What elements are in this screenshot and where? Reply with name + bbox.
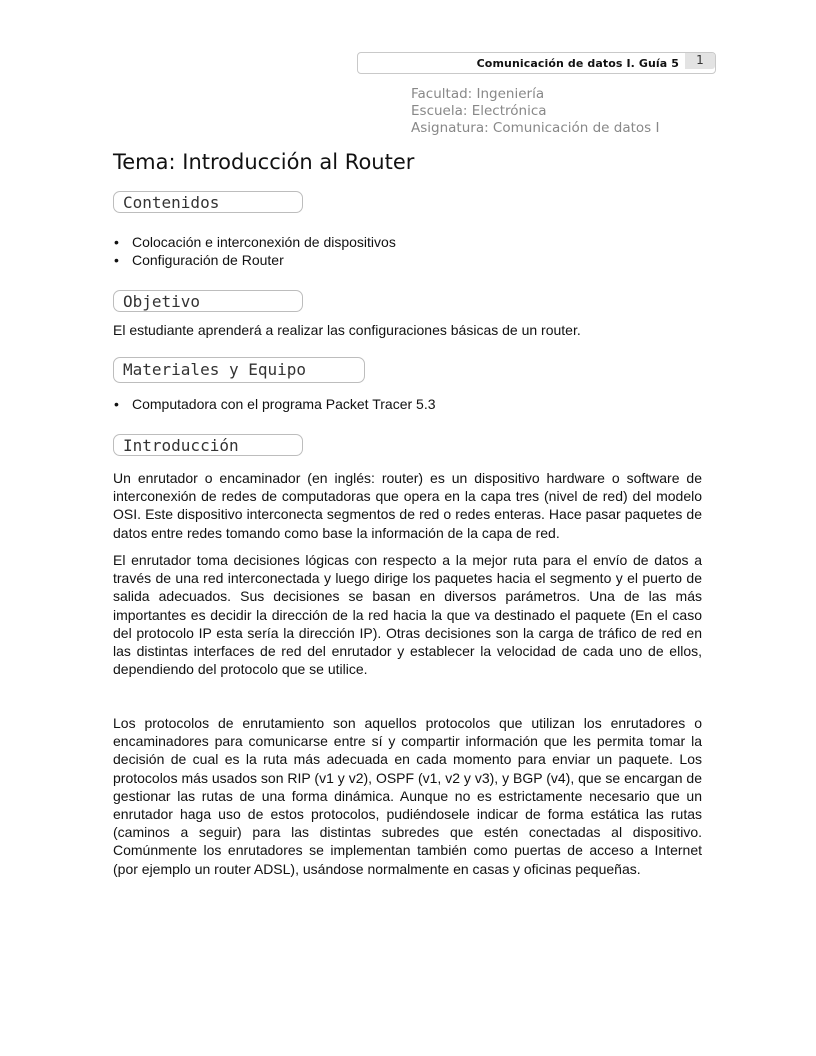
section-heading-materiales: Materiales y Equipo (113, 357, 365, 383)
list-item: • Configuración de Router (113, 251, 396, 269)
intro-paragraph-3: Los protocolos de enrutamiento son aquellos protocolos que utilizan los enrutadores o encaminadores para comunicarse entre sí y compartir información que les permita tomar la decisión de cual es la ruta más adecuada en cada momento para enviar un paquete. Los protocolos más usados son RIP (v1 y v2), OSPF (v1, v2 y v3), y BGP (v4), que se encargan de gestionar las rutas de una forma dinámica. Aunque no es estrictamente necesario que un enrutador haga uso de estos protocolos, pudiéndosele indicar de forma estática las rutas (caminos a seguir) para las distintas subredes que estén conectadas al dispositivo. Comúnmente los enrutadores se implementan también como puertas de acceso a Internet (por ejemplo un router ADSL), usándose normalmente en casas y oficinas pequeñas. (113, 715, 702, 877)
list-item: • Computadora con el programa Packet Tracer 5.3 (113, 395, 436, 413)
objetivo-text: El estudiante aprenderá a realizar las configuraciones básicas de un router. (113, 322, 581, 338)
list-item: • Colocación e interconexión de dispositivos (113, 233, 396, 251)
school-info (411, 86, 659, 135)
intro-paragraph-1: Un enrutador o encaminador (en inglés: router) es un dispositivo hardware o software de interconexión de redes de computadoras que opera en la capa tres (nivel de red) del modelo OSI. Este dispositivo interconecta segmentos de red o redes enteras. Hace pasar paquetes de datos entre redes tomando como base la información de la capa de red. (113, 470, 702, 541)
faculty-line: Facultad: Ingeniería (411, 86, 545, 102)
section-heading-introduccion: Introducción (113, 434, 303, 456)
page-title: Tema: Introducción al Router (113, 150, 415, 174)
school-line: Escuela: Electrónica (411, 103, 547, 119)
contenidos-list (113, 233, 396, 269)
header-title: Comunicación de datos I. Guía 5 (476, 57, 679, 70)
page-number: 1 (685, 53, 715, 69)
materiales-list (113, 395, 436, 413)
subject-line: Asignatura: Comunicación de datos I (411, 120, 660, 135)
section-heading-objetivo: Objetivo (113, 290, 303, 312)
running-header (357, 52, 716, 74)
intro-paragraph-2: El enrutador toma decisiones lógicas con respecto a la mejor ruta para el envío de datos a través de una red interconectada y luego dirige los paquetes hacia el segmento y el puerto de salida adecuados. Sus decisiones se basan en diversos parámetros. Una de las más importantes es decidir la dirección de la red hacia la que va destinado el paquete (En el caso del protocolo IP esta sería la dirección IP). Otras decisiones son la carga de tráfico de red en las distintas interfaces de red del enrutador y establecer la velocidad de cada uno de ellos, dependiendo del protocolo que se utilice. (113, 552, 702, 678)
section-heading-contenidos: Contenidos (113, 191, 303, 213)
